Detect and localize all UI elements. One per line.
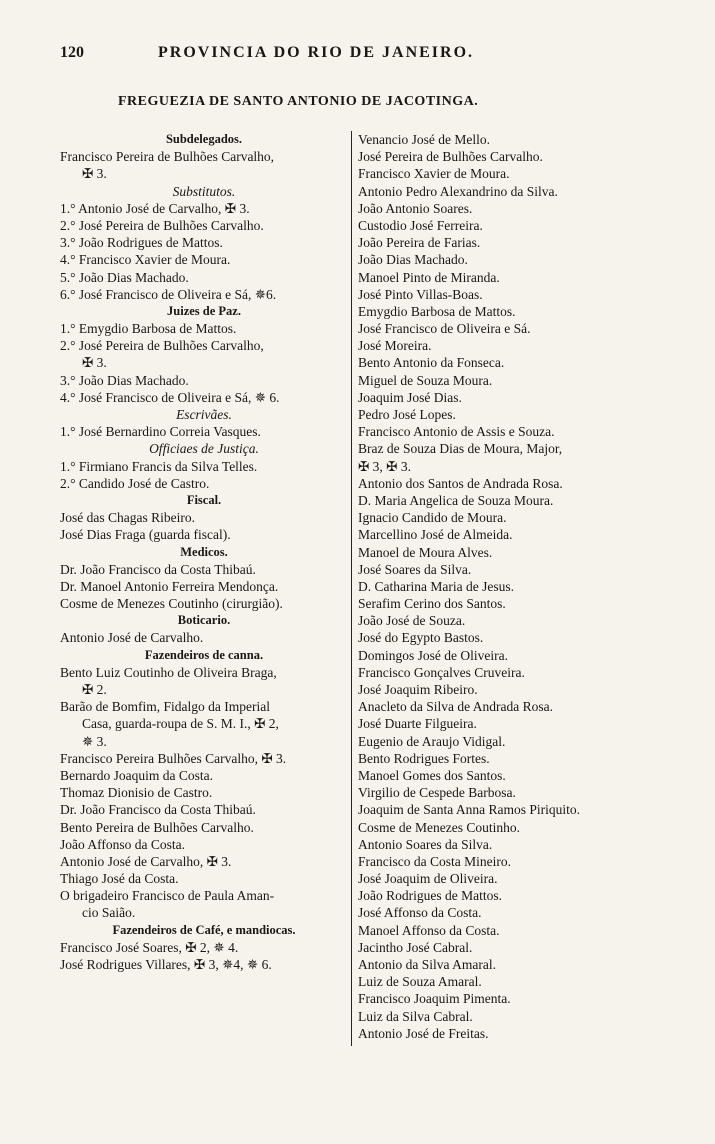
entry-line: João Dias Machado. [358, 252, 468, 268]
entry-line: ✵ 3. [82, 733, 107, 749]
entry-line: Cosme de Menezes Coutinho. [358, 819, 520, 835]
entry-line: José Pereira de Bulhões Carvalho. [358, 149, 543, 165]
subcategory-heading: Officiaes de Justiça. [149, 441, 259, 457]
entry-line: 4.° Francisco Xavier de Moura. [60, 252, 231, 268]
category-heading: Fazendeiros de Café, e mandiocas. [112, 922, 296, 937]
entry-line: João Antonio Soares. [358, 200, 473, 216]
entry-line: José Duarte Filgueira. [358, 716, 477, 732]
entry-line: Francisco Joaquim Pimenta. [358, 991, 511, 1007]
entry-line: José Francisco de Oliveira e Sá. [358, 321, 531, 337]
entry-line: Dr. João Francisco da Costa Thibaú. [60, 561, 256, 577]
entry-line: Luiz de Souza Amaral. [358, 974, 482, 990]
entry-line: Antonio José de Carvalho, ✠ 3. [60, 853, 232, 869]
entry-line: João Rodrigues de Mattos. [358, 888, 502, 904]
entry-line: Dr. João Francisco da Costa Thibaú. [60, 802, 256, 818]
entry-line: Jacintho José Cabral. [358, 939, 473, 955]
entry-line: Braz de Souza Dias de Moura, Major, [358, 441, 563, 457]
entry-line: Casa, guarda-roupa de S. M. I., ✠ 2, [82, 716, 279, 732]
entry-line: Thiago José da Costa. [60, 871, 179, 887]
entry-line: Francisco Gonçalves Cruveira. [358, 664, 525, 680]
entry-line: Serafim Cerino dos Santos. [358, 596, 506, 612]
entry-line: Virgilio de Cespede Barbosa. [358, 785, 516, 801]
entry-line: Antonio da Silva Amaral. [358, 957, 496, 972]
entry-line: João Affonso da Costa. [60, 836, 185, 852]
entry-line: 3.° João Rodrigues de Mattos. [60, 235, 223, 251]
entry-line: Joaquim de Santa Anna Ramos Piriquito. [358, 802, 580, 818]
entry-line: Miguel de Souza Moura. [358, 372, 493, 388]
entry-line: 2.° Candido José de Castro. [60, 475, 210, 491]
entry-line: Joaquim José Dias. [358, 389, 462, 405]
entry-line: Manoel Gomes dos Santos. [358, 767, 506, 783]
entry-line: José Dias Fraga (guarda fiscal). [60, 527, 231, 543]
entry-line: Emygdio Barbosa de Mattos. [358, 303, 516, 319]
entry-line: Domingos José de Oliveira. [358, 647, 508, 663]
entry-line: Antonio Soares da Silva. [358, 836, 493, 852]
entry-line: Luiz da Silva Cabral. [358, 1008, 473, 1024]
entry-line: José Soares da Silva. [358, 561, 472, 577]
running-title: PROVINCIA DO RIO DE JANEIRO. [158, 44, 475, 61]
entry-line: Dr. Manoel Antonio Ferreira Mendonça. [60, 578, 279, 594]
entry-line: 2.° José Pereira de Bulhões Carvalho, [60, 338, 264, 354]
entry-line: D. Maria Angelica de Souza Moura. [358, 492, 554, 508]
entry-line: 5.° João Dias Machado. [60, 269, 189, 285]
page-header [60, 44, 530, 64]
entry-line: Francisco Antonio de Assis e Souza. [358, 424, 555, 440]
entry-line: ✠ 3, ✠ 3. [358, 458, 411, 474]
entry-line: Marcellino José de Almeida. [358, 527, 513, 543]
entry-line: José Pinto Villas-Boas. [358, 286, 483, 302]
category-heading: Fiscal. [186, 492, 222, 507]
column-divider [351, 131, 352, 1046]
entry-line: 4.° José Francisco de Oliveira e Sá, ✵ 6. [60, 389, 280, 405]
entry-line: José Joaquim Ribeiro. [358, 682, 478, 697]
section-title: FREGUEZIA DE SANTO ANTONIO DE JACOTINGA. [118, 94, 479, 109]
entry-line: Manoel de Moura Alves. [358, 544, 493, 560]
entry-line: Thomaz Dionisio de Castro. [60, 785, 213, 801]
category-heading: Boticario. [177, 613, 231, 628]
entry-line: Bento Antonio da Fonseca. [358, 355, 505, 371]
entry-line: José Moreira. [358, 338, 432, 354]
entry-line: João José de Souza. [358, 613, 466, 629]
entry-line: Antonio Pedro Alexandrino da Silva. [358, 183, 558, 199]
entry-line: Francisco Pereira Bulhões Carvalho, ✠ 3. [60, 750, 287, 766]
entry-line: ✠ 3. [82, 355, 107, 371]
subcategory-heading: Substitutos. [172, 183, 236, 199]
entry-line: Bento Luiz Coutinho de Oliveira Braga, [60, 664, 277, 680]
entry-line: ✠ 2. [82, 682, 107, 697]
page-number: 120 [60, 44, 84, 61]
entry-line: Francisco da Costa Mineiro. [358, 853, 511, 869]
entry-line: 1.° José Bernardino Correia Vasques. [60, 424, 261, 440]
entry-line: 1.° Antonio José de Carvalho, ✠ 3. [60, 200, 250, 216]
entry-line: Antonio José de Carvalho. [60, 630, 204, 646]
entry-line: Antonio dos Santos de Andrada Rosa. [358, 475, 563, 491]
entry-line: Ignacio Candido de Moura. [358, 510, 507, 526]
entry-line: Manoel Affonso da Costa. [358, 922, 500, 938]
entry-line: José Affonso da Costa. [358, 905, 482, 921]
category-heading: Juizes de Paz. [167, 303, 241, 318]
entry-line: Cosme de Menezes Coutinho (cirurgião). [60, 596, 283, 612]
entry-line: 3.° João Dias Machado. [60, 372, 189, 388]
entry-line: Barão de Bomfim, Fidalgo da Imperial [60, 699, 270, 715]
entry-line: José das Chagas Ribeiro. [60, 510, 195, 526]
category-heading: Fazendeiros de canna. [144, 647, 264, 662]
entry-line: José do Egypto Bastos. [358, 630, 484, 646]
entry-line: Francisco Pereira de Bulhões Carvalho, [60, 149, 275, 165]
category-heading: Subdelegados. [165, 132, 243, 146]
entry-line: D. Catharina Maria de Jesus. [358, 578, 514, 594]
entry-line: Pedro José Lopes. [358, 407, 456, 422]
entry-line: João Pereira de Farias. [358, 235, 481, 251]
entry-line: José Joaquim de Oliveira. [358, 871, 498, 887]
entry-line: Eugenio de Araujo Vidigal. [358, 733, 506, 749]
entry-line: Bento Rodrigues Fortes. [358, 750, 490, 766]
category-heading: Medicos. [180, 544, 228, 559]
entry-line: Bento Pereira de Bulhões Carvalho. [60, 819, 254, 835]
entry-line: ✠ 3. [82, 166, 107, 182]
entry-line: José Rodrigues Villares, ✠ 3, ✵4, ✵ 6. [60, 957, 272, 972]
entry-line: 1.° Emygdio Barbosa de Mattos. [60, 321, 237, 337]
entry-line: Manoel Pinto de Miranda. [358, 269, 500, 285]
entry-line: 1.° Firmiano Francis da Silva Telles. [60, 458, 258, 474]
entry-line: Bernardo Joaquim da Costa. [60, 767, 213, 783]
entry-line: 2.° José Pereira de Bulhões Carvalho. [60, 217, 264, 233]
entry-line: Francisco José Soares, ✠ 2, ✵ 4. [60, 939, 239, 955]
entry-line: 6.° José Francisco de Oliveira e Sá, ✵6. [60, 286, 277, 302]
entry-line: Antonio José de Freitas. [358, 1025, 489, 1041]
entry-line: O brigadeiro Francisco de Paula Aman- [60, 888, 275, 904]
entry-line: Venancio José de Mello. [358, 132, 490, 147]
entry-line: Custodio José Ferreira. [358, 217, 483, 233]
entry-line: Anacleto da Silva de Andrada Rosa. [358, 699, 553, 715]
right-column [358, 131, 658, 1042]
subcategory-heading: Escrivães. [176, 407, 232, 422]
entry-line: Francisco Xavier de Moura. [358, 166, 510, 182]
entry-line: cio Saião. [82, 905, 136, 921]
left-column [60, 131, 348, 973]
